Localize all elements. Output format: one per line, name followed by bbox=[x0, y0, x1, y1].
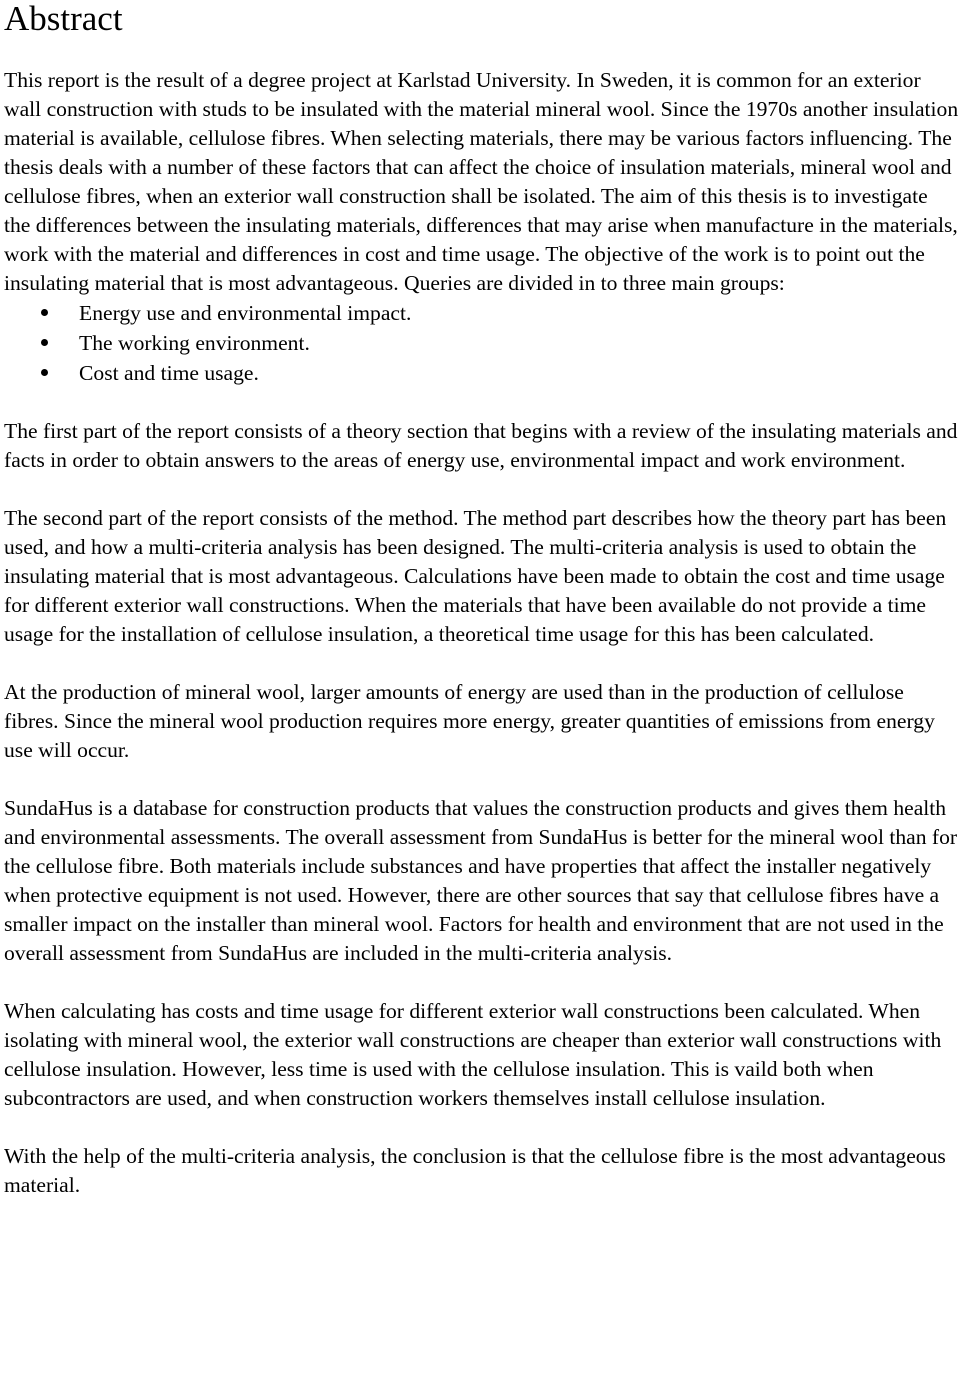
bullet-text: Energy use and environmental impact. bbox=[79, 301, 412, 325]
paragraph-conclusion: With the help of the multi-criteria analysis, the conclusion is that the cellulose fibre is the most advantageous material. bbox=[4, 1144, 946, 1197]
page-title: Abstract bbox=[4, 0, 123, 38]
document-page bbox=[4, 0, 959, 1200]
bullet-text: The working environment. bbox=[79, 331, 310, 355]
paragraph-theory: The first part of the report consists of a theory section that begins with a review of the insulating materials and facts in order to obtain answers to the areas of energy use, environmental impact and work environment. bbox=[4, 419, 958, 472]
paragraph-energy: At the production of mineral wool, larger amounts of energy are used than in the production of cellulose fibres. Since the mineral wool production requires more energy, greater quantities of emissions from energy use will occur. bbox=[4, 680, 935, 762]
bullet-item bbox=[4, 328, 959, 358]
bullet-icon bbox=[41, 339, 48, 346]
bullet-item bbox=[4, 298, 959, 328]
paragraph-intro: This report is the result of a degree project at Karlstad University. In Sweden, it is common for an exterior wall construction with studs to be insulated with the material mineral wool. Since the 1970s another insulation material is available, cellulose fibres. When selecting materials, there may be various factors influencing. The thesis deals with a number of these factors that can affect the choice of insulation materials, mineral wool and cellulose fibres, when an exterior wall construction shall be isolated. The aim of this thesis is to investigate the differences between the insulating materials, differences that may arise when manufacture in the materials, work with the material and differences in cost and time usage. The objective of the work is to point out the insulating material that is most advantageous. Queries are divided in to three main groups: bbox=[4, 68, 959, 295]
bullet-list bbox=[4, 298, 959, 388]
paragraph-sundahus: SundaHus is a database for construction products that values the construction products and gives them health and environmental assessments. The overall assessment from SundaHus is better for the mineral wool than for the cellulose fibre. Both materials include substances and have properties that affect the installer negatively when protective equipment is not used. However, there are other sources that say that cellulose fibres have a smaller impact on the installer than mineral wool. Factors for health and environment that are not used in the overall assessment from SundaHus are included in the multi-criteria analysis. bbox=[4, 796, 958, 965]
bullet-icon bbox=[41, 309, 48, 316]
paragraph-method: The second part of the report consists of the method. The method part describes how the theory part has been used, and how a multi-criteria analysis has been designed. The multi-criteria analysis is used to obtain the insulating material that is most advantageous. Calculations have been made to obtain the cost and time usage for different exterior wall constructions. When the materials that have been available do not provide a time usage for the installation of cellulose insulation, a theoretical time usage for this has been calculated. bbox=[4, 506, 947, 646]
paragraph-costs: When calculating has costs and time usage for different exterior wall constructions been calculated. When isolating with mineral wool, the exterior wall constructions are cheaper than exterior wall constructions with cellulose insulation. However, less time is used with the cellulose insulation. This is vaild both when subcontractors are used, and when construction workers themselves install cellulose insulation. bbox=[4, 999, 942, 1110]
bullet-text: Cost and time usage. bbox=[79, 361, 259, 385]
bullet-icon bbox=[41, 369, 48, 376]
bullet-item bbox=[4, 358, 959, 388]
